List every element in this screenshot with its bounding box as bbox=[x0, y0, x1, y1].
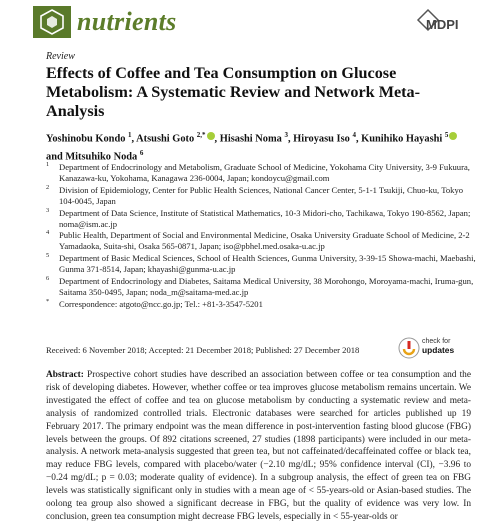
author-affiliation-marker: 6 bbox=[139, 149, 144, 158]
author-affiliation-marker: 3 bbox=[284, 131, 288, 139]
author-name: Mitsuhiko Noda bbox=[65, 151, 138, 163]
author-separator: , bbox=[287, 133, 294, 145]
author-separator: , bbox=[214, 133, 220, 145]
article-title: Effects of Coffee and Tea Consumption on Glucose Metabolism: A Systematic Review and Network Meta-Analysis bbox=[46, 64, 421, 120]
affiliation-item bbox=[46, 162, 476, 184]
check-for-updates-line1: check for bbox=[422, 338, 451, 345]
author-list bbox=[46, 128, 476, 165]
author-separator: and bbox=[46, 151, 66, 163]
publisher-name: MDPI bbox=[426, 17, 459, 32]
author-affiliation-marker: 2,* bbox=[196, 131, 206, 139]
affiliation-text: Department of Endocrinology and Metabolism, Graduate School of Medicine, Yokohama City University, 3-9 Fukuura, Kanazawa-ku, Yokohama, Kanagawa 236-0004, Japan; kondoycu@gmail.com bbox=[59, 162, 470, 183]
journal-masthead bbox=[33, 6, 463, 42]
affiliation-text: Division of Epidemiology, Center for Public Health Sciences, National Cancer Center, 5-1-1 Tsukiji, Chuo-ku, Tokyo 104-0045, Japan bbox=[59, 184, 464, 206]
author-affiliation-marker: 1 bbox=[128, 131, 132, 139]
affiliation-item bbox=[46, 185, 476, 207]
orcid-icon[interactable] bbox=[449, 132, 457, 140]
author-separator: , bbox=[131, 133, 137, 145]
affiliation-text: Department of Basic Medical Sciences, School of Health Sciences, Gunma University, 3-39-15 Showa-machi, Maebashi, Gunma 371-8514, Japan; khayashi@gunma-u.ac.jp bbox=[59, 253, 476, 275]
check-for-updates-badge[interactable] bbox=[398, 335, 458, 363]
affiliation-item bbox=[46, 253, 476, 275]
author-separator: , bbox=[355, 133, 362, 145]
abstract-text: Prospective cohort studies have described an association between coffee or tea consumption and the risk of developing diabetes. However, whether coffee or tea improves glucose metabolism remains uncertain. We investigated the effect of coffee and tea on glucose metabolism by conducting a systematic review and meta-analysis of randomized controlled trials. Electronic databases were searched for articles published up 19 February 2017. The primary endpoint was the mean difference in post-intervention fasting blood glucose (FBG) levels between the groups. Of 892 citations screened, 27 studies (1898 participants) were included in our meta-analysis. A network meta-analysis suggested that green tea, but not caffeinated/decaffeinated coffee or black tea, may reduce FBG levels, compared with placebo/water (−2.10 mg/dL; 95% confidence interval (CI), −3.96 to −0.24 mg/dL; p = 0.03; moderate quality of evidence). In a subgroup analysis, the effect of green tea on FBG levels was statistically significant only in studies with a mean age of < 55-years-old or Asian-based studies. The oolong tea group also showed a significant decrease in FBG, but the quality of evidence was very low. In conclusion, green tea consumption might decrease FBG levels, especially in < 55-year-olds or bbox=[46, 370, 471, 522]
author-name: Hisashi Noma bbox=[219, 133, 282, 145]
nutrients-logo-icon bbox=[33, 6, 71, 38]
affiliation-text: Correspondence: atgoto@ncc.go.jp; Tel.: +81-3-3547-5201 bbox=[59, 298, 263, 309]
author-name: Kunihiko Hayashi bbox=[361, 133, 443, 145]
author-name: Atsushi Goto bbox=[136, 133, 195, 145]
affiliation-text: Department of Endocrinology and Diabetes, Saitama Medical University, 38 Morohongo, Moroyama-machi, Iruma-gun, Saitama 350-0495, Japan; noda_m@saitama-med.ac.jp bbox=[59, 276, 474, 297]
author-affiliation-marker: 4 bbox=[352, 131, 356, 139]
affiliation-text: Department of Data Science, Institute of Statistical Mathematics, 10-3 Midori-cho, Tachikawa, Tokyo 190-8562, Japan; noma@ism.ac.jp bbox=[59, 207, 471, 229]
article-type: Review bbox=[46, 51, 75, 62]
author-affiliation-marker: 5 bbox=[444, 131, 449, 139]
author-name: Hiroyasu Iso bbox=[293, 133, 350, 145]
check-for-updates-line2: updates bbox=[422, 345, 455, 355]
check-for-updates-icon bbox=[398, 337, 420, 359]
affiliation-item bbox=[46, 230, 476, 252]
mdpi-logo-icon[interactable] bbox=[414, 8, 466, 35]
affiliation-number: 1 bbox=[46, 161, 50, 168]
affiliation-number: 3 bbox=[46, 206, 50, 214]
publication-dates: Received: 6 November 2018; Accepted: 21 December 2018; Published: 27 December 2018 bbox=[46, 345, 360, 355]
affiliation-number: 4 bbox=[46, 229, 50, 237]
affiliation-number: 2 bbox=[46, 183, 50, 191]
journal-name: nutrients bbox=[77, 7, 177, 36]
check-for-updates-label bbox=[422, 338, 454, 354]
affiliation-number: 6 bbox=[46, 275, 50, 283]
orcid-icon[interactable] bbox=[207, 132, 215, 140]
abstract-label: Abstract: bbox=[46, 370, 84, 380]
affiliation-item bbox=[46, 276, 476, 298]
affiliation-number: * bbox=[46, 297, 50, 305]
affiliation-item bbox=[46, 299, 476, 310]
affiliation-text: Public Health, Department of Social and Environmental Medicine, Osaka University Graduate School of Medicine, 2-2 Yamadaoka, Suita-shi, Osaka 565-0871, Japan; iso@pbhel.med.osaka-u.ac.jp bbox=[59, 230, 470, 252]
affiliation-list bbox=[46, 162, 476, 311]
affiliation-number: 5 bbox=[46, 252, 50, 260]
abstract bbox=[46, 369, 471, 524]
author-name: Yoshinobu Kondo bbox=[46, 133, 126, 145]
affiliation-item bbox=[46, 208, 476, 230]
